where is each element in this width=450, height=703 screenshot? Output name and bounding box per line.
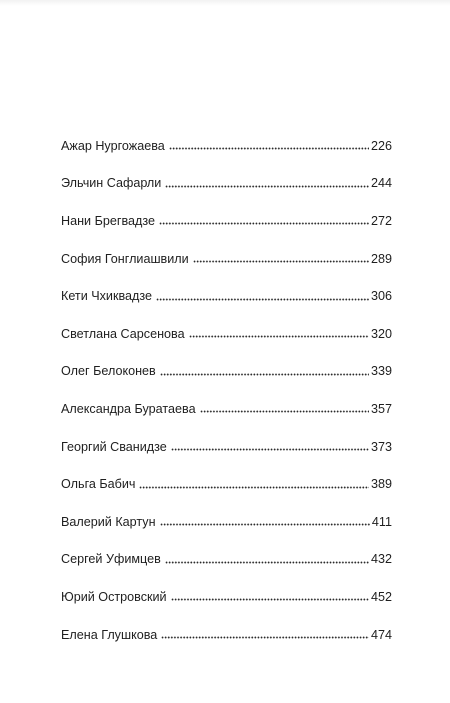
toc-entry-page-number: 226 [370, 138, 392, 153]
toc-entry-page-number: 272 [370, 213, 392, 228]
toc-entry-page-number: 306 [370, 289, 392, 304]
toc-dot-leader [159, 219, 369, 229]
toc-entry-page-number: 389 [370, 477, 392, 492]
toc-entry [61, 503, 392, 541]
toc-entry-page-number: 244 [370, 176, 392, 191]
toc-dot-leader [156, 294, 369, 304]
toc-entry [61, 240, 392, 278]
toc-entry-author: Кети Чхиквадзе [61, 289, 152, 304]
toc-entry-author: Нани Брегвадзе [61, 213, 155, 228]
toc-dot-leader [160, 520, 370, 530]
toc-dot-leader [193, 257, 369, 267]
toc-dot-leader [200, 407, 369, 417]
toc-entry-author: Александра Буратаева [61, 401, 196, 416]
toc-entry-page-number: 474 [370, 627, 392, 642]
toc-entry-author: Георгий Сванидзе [61, 439, 167, 454]
toc-entry-author: Ажар Нургожаева [61, 138, 165, 153]
toc-entry-author: Светлана Сарсенова [61, 326, 185, 341]
toc-entry-page-number: 320 [370, 326, 392, 341]
toc-entry-page-number: 432 [370, 552, 392, 567]
toc-entry [61, 277, 392, 315]
toc-dot-leader [139, 482, 369, 492]
toc-entry-author: Сергей Уфимцев [61, 552, 161, 567]
toc-entry-author: Елена Глушкова [61, 627, 158, 642]
toc-entry-page-number: 373 [370, 439, 392, 454]
toc-entry-page-number: 289 [370, 251, 392, 266]
toc-entry [61, 428, 392, 466]
toc-entry [61, 465, 392, 503]
toc-entry-page-number: 357 [370, 401, 392, 416]
toc-entry-author: София Гонглиашвили [61, 251, 189, 266]
toc-entry-page-number: 411 [371, 514, 392, 529]
toc-dot-leader [160, 369, 369, 379]
toc-entry [61, 578, 392, 616]
toc-entry [61, 616, 392, 654]
toc-entry-author: Валерий Картун [61, 514, 156, 529]
toc-dot-leader [171, 445, 369, 455]
toc-entry [61, 202, 392, 240]
toc-entry-author: Ольга Бабич [61, 477, 136, 492]
toc-entry [61, 541, 392, 579]
toc-dot-leader [165, 557, 369, 567]
table-of-contents [61, 127, 392, 653]
toc-dot-leader [161, 633, 369, 643]
toc-entry [61, 390, 392, 428]
toc-dot-leader [189, 332, 369, 342]
toc-dot-leader [169, 144, 369, 154]
toc-entry [61, 315, 392, 353]
toc-entry [61, 127, 392, 165]
page-edge-shadow [0, 0, 450, 6]
toc-entry-author: Эльчин Сафарли [61, 176, 162, 191]
toc-dot-leader [165, 181, 369, 191]
toc-dot-leader [171, 595, 369, 605]
toc-entry-page-number: 452 [370, 589, 392, 604]
toc-entry-page-number: 339 [370, 364, 392, 379]
toc-entry-author: Олег Белоконев [61, 364, 156, 379]
toc-entry [61, 353, 392, 391]
toc-entry [61, 165, 392, 203]
toc-entry-author: Юрий Островский [61, 589, 167, 604]
